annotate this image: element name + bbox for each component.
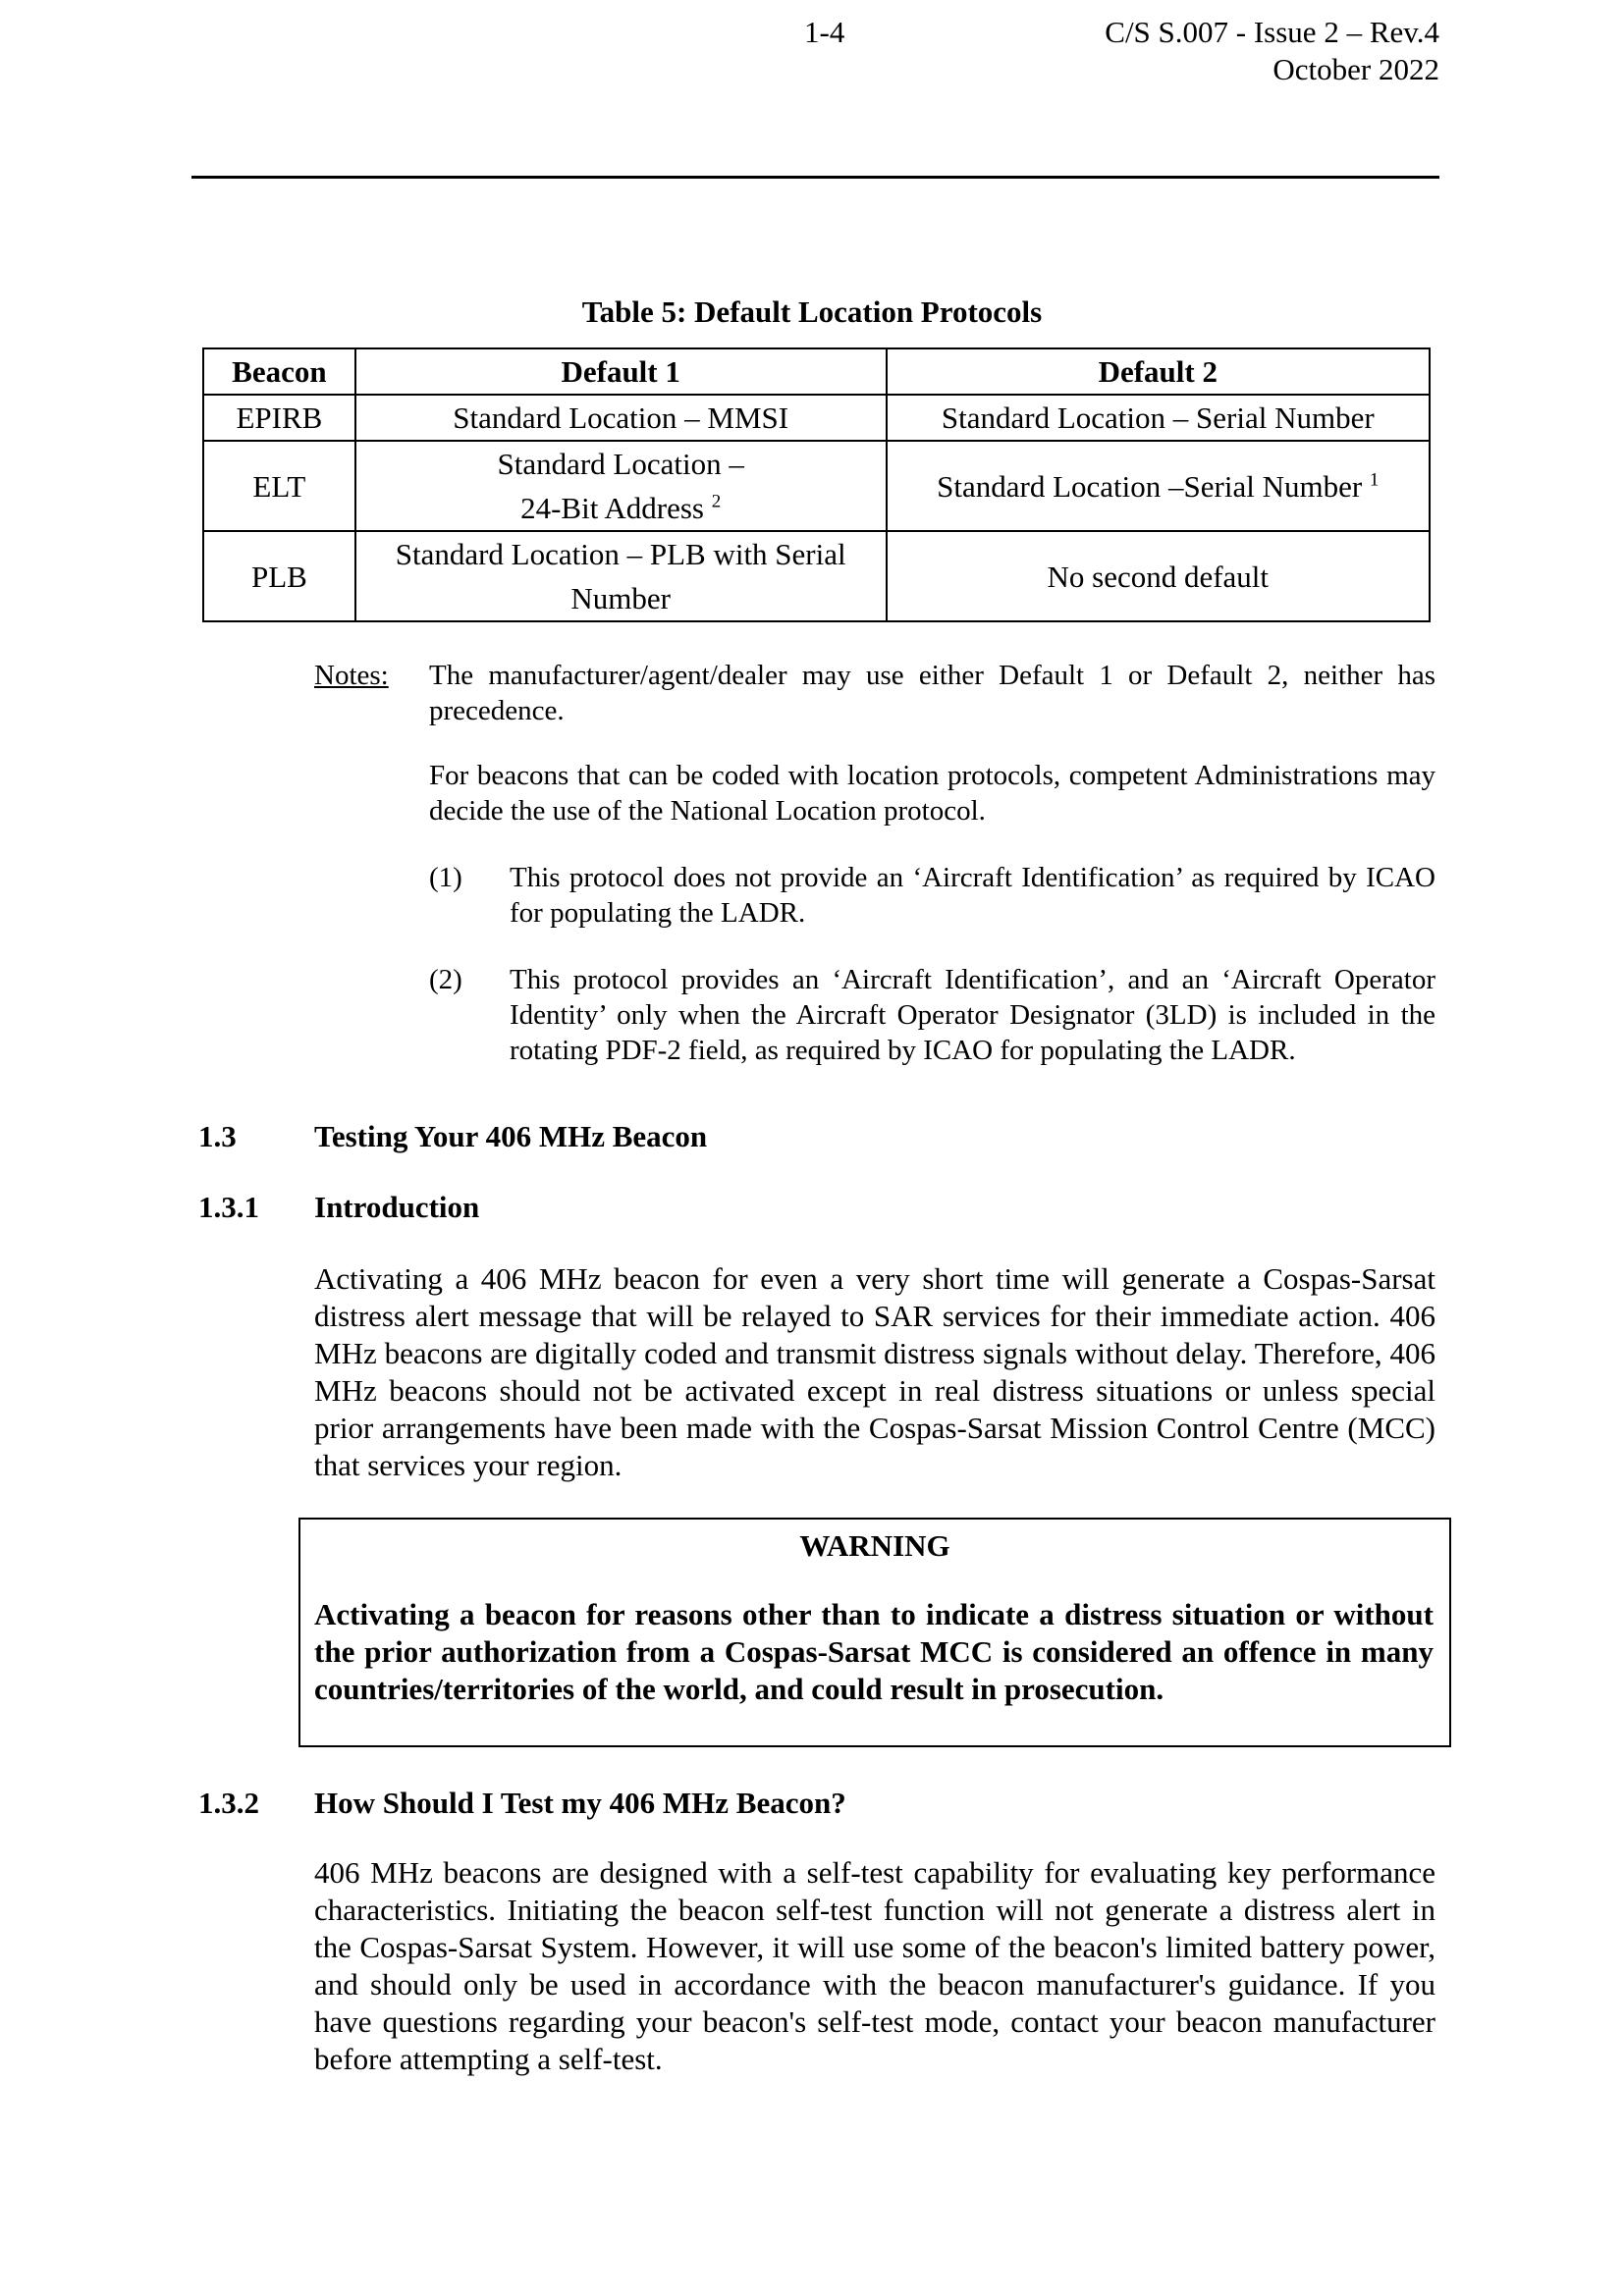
footnote-ref: 1 xyxy=(1369,469,1380,491)
section-title: How Should I Test my 406 MHz Beacon? xyxy=(314,1786,846,1820)
column-header-default-2: Default 2 xyxy=(887,348,1430,395)
section-title: Introduction xyxy=(314,1190,480,1224)
cell-line: 24-Bit Address xyxy=(520,491,704,525)
cell-line: Standard Location –Serial Number xyxy=(937,468,1363,504)
footnote-text: This protocol provides an ‘Aircraft Identification’, and an ‘Aircraft Operator Identity’ only when the Aircraft Operator Designator (3LD) is included in the rotating PDF-2 field, as required by ICAO for populating the LADR. xyxy=(510,964,1435,1066)
section-number: 1.3 xyxy=(198,1119,237,1153)
note-paragraph: For beacons that can be coded with location protocols, competent Administrations may decide the use of the National Location protocol. xyxy=(429,760,1435,827)
table-row xyxy=(203,395,1430,441)
cell-line: Standard Location – PLB with Serial xyxy=(395,537,846,571)
cell-default-1: Standard Location – MMSI xyxy=(355,395,887,441)
cell-default-2 xyxy=(887,441,1430,531)
cell-beacon: EPIRB xyxy=(203,395,355,441)
table-row xyxy=(203,531,1430,621)
cell-beacon: ELT xyxy=(203,441,355,531)
section-number: 1.3.2 xyxy=(198,1786,259,1820)
section-number: 1.3.1 xyxy=(198,1190,259,1224)
default-location-protocols-table xyxy=(202,347,1431,622)
document-reference: C/S S.007 - Issue 2 – Rev.4 xyxy=(1105,15,1439,49)
table-row xyxy=(203,441,1430,531)
header-divider xyxy=(191,176,1439,179)
table-caption: Table 5: Default Location Protocols xyxy=(581,294,1043,329)
cell-default-2: No second default xyxy=(887,531,1430,621)
footnote-text: This protocol does not provide an ‘Aircraft Identification’ as required by ICAO for populating the LADR. xyxy=(510,862,1435,929)
column-header-default-1: Default 1 xyxy=(355,348,887,395)
cell-default-1 xyxy=(355,531,887,621)
footnote-number: (2) xyxy=(429,964,462,995)
footnote-number: (1) xyxy=(429,862,462,893)
cell-default-1 xyxy=(355,441,887,531)
cell-default-2: Standard Location – Serial Number xyxy=(887,395,1430,441)
warning-title: WARNING xyxy=(799,1528,950,1563)
body-paragraph: 406 MHz beacons are designed with a self-test capability for evaluating key performance characteristics. Initiating the beacon self-test function will not generate a distress alert in the Cospas-Sarsat System. However, it will use some of the beacon's limited battery power, and should only be used in accordance with the beacon manufacturer's guidance. If you have questions regarding your beacon's self-test mode, contact your beacon manufacturer before attempting a self-test. xyxy=(314,1855,1435,2076)
section-title: Testing Your 406 MHz Beacon xyxy=(314,1119,708,1153)
warning-text: Activating a beacon for reasons other than to indicate a distress situation or without the prior authorization from a Cospas-Sarsat MCC is considered an offence in many countries/territories of the world, and could result in prosecution. xyxy=(314,1597,1434,1706)
page-number: 1-4 xyxy=(804,15,845,49)
note-paragraph: The manufacturer/agent/dealer may use either Default 1 or Default 2, neither has precedence. xyxy=(429,660,1435,726)
footnote-ref: 2 xyxy=(711,491,722,512)
cell-line: Standard Location – xyxy=(497,447,744,481)
body-paragraph: Activating a 406 MHz beacon for even a very short time will generate a Cospas-Sarsat distress alert message that will be relayed to SAR services for their immediate action. 406 MHz beacons are digitally coded and transmit distress signals without delay. Therefore, 406 MHz beacons should not be activated except in real distress situations or unless special prior arrangements have been made with the Cospas-Sarsat Mission Control Centre (MCC) that services your region. xyxy=(314,1261,1435,1482)
document-date: October 2022 xyxy=(1272,52,1439,86)
table-header-row xyxy=(203,348,1430,395)
column-header-beacon: Beacon xyxy=(203,348,355,395)
warning-box xyxy=(298,1518,1451,1747)
notes-label: Notes: xyxy=(314,660,389,691)
cell-line: Number xyxy=(570,581,671,615)
cell-beacon: PLB xyxy=(203,531,355,621)
